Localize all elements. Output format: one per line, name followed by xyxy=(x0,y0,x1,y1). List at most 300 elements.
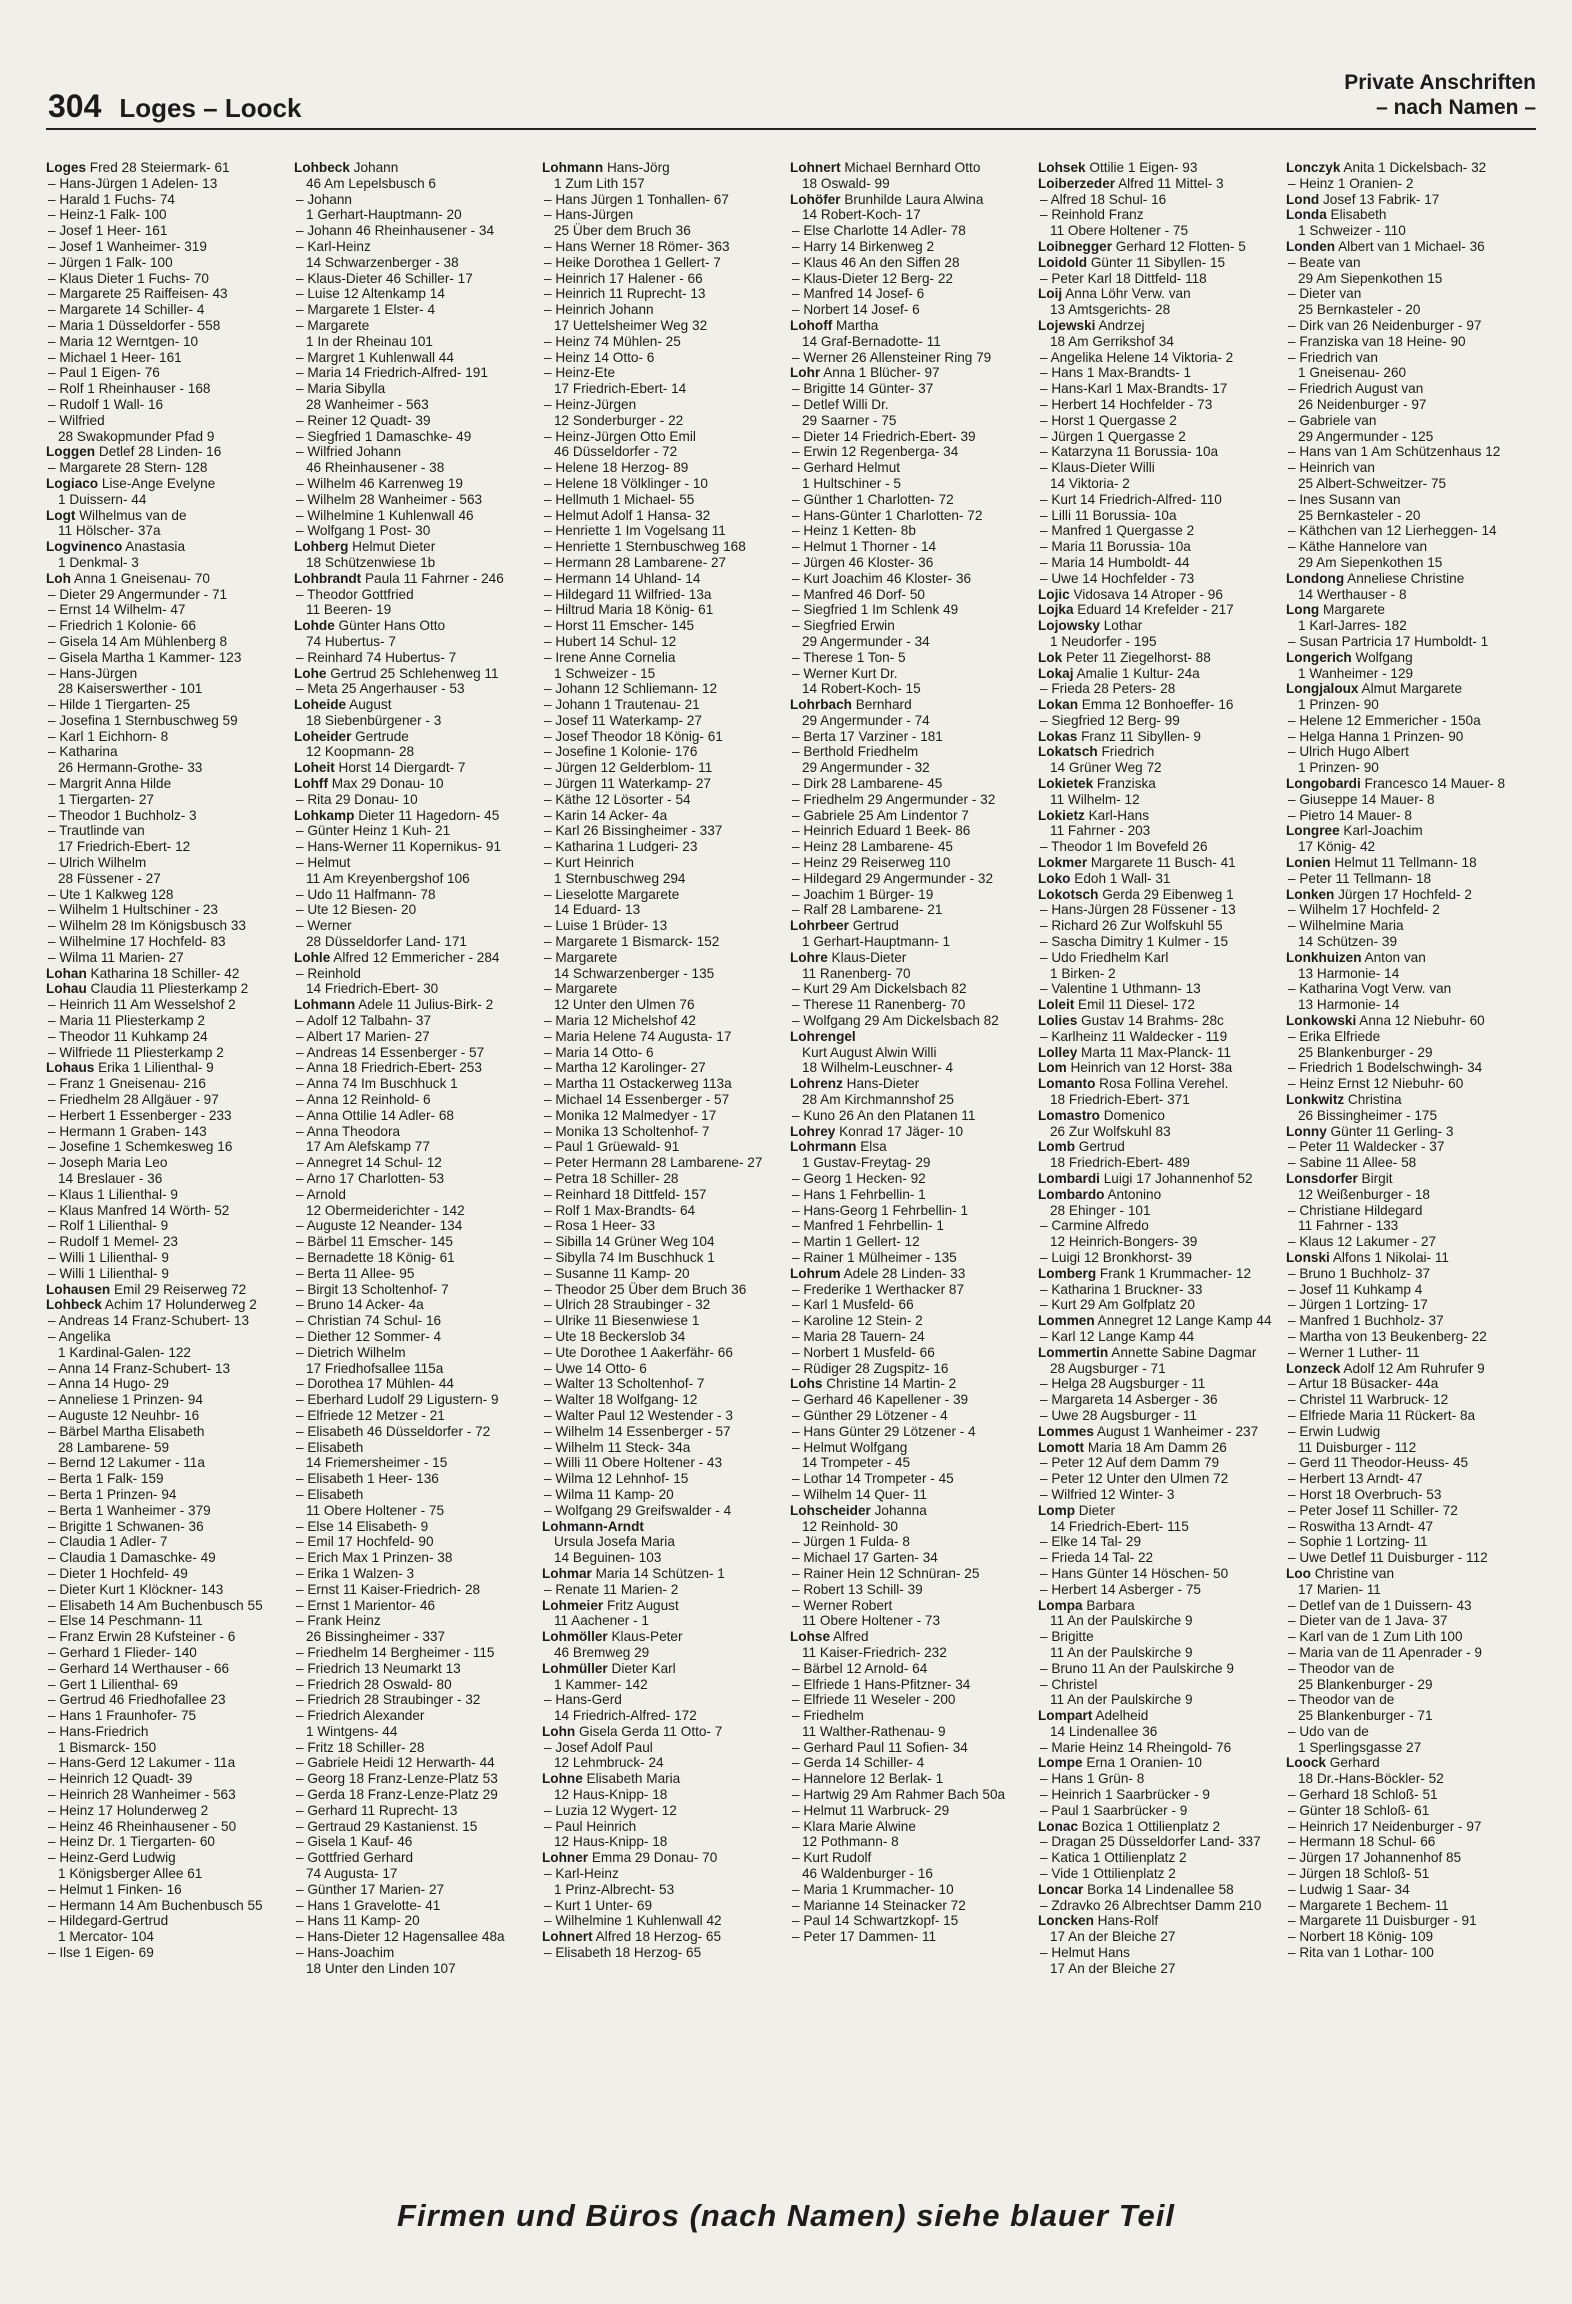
directory-entry xyxy=(294,713,538,729)
directory-entry xyxy=(542,1218,786,1234)
entry-text: – Hans 11 Kamp- 20 xyxy=(296,1913,420,1929)
entry-text: – Udo van de xyxy=(1288,1723,1369,1739)
entry-text: – Paul 1 Grüewald- 91 xyxy=(544,1139,680,1155)
directory-entry xyxy=(1038,1471,1282,1487)
directory-entry xyxy=(294,334,538,350)
entry-text: – Hans 1 Gravelotte- 41 xyxy=(296,1897,441,1913)
entry-text: – Diether 12 Sommer- 4 xyxy=(296,1328,442,1344)
directory-entry xyxy=(1038,1755,1282,1771)
surname: Lohmann xyxy=(542,160,604,175)
directory-entry xyxy=(542,697,786,713)
entry-text: 26 Neidenburger - 97 xyxy=(1298,396,1427,412)
directory-entry xyxy=(294,808,538,824)
directory-entry xyxy=(542,918,786,934)
entry-text: 28 Ehinger - 101 xyxy=(1050,1202,1151,1218)
entry-text: Gerhard 12 Flotten- 5 xyxy=(1112,238,1246,254)
entry-text: – Ulrich Hugo Albert xyxy=(1288,744,1409,760)
entry-text: – Ulrike 11 Biesenwiese 1 xyxy=(544,1313,700,1329)
directory-entry xyxy=(1038,555,1282,571)
directory-entry xyxy=(542,555,786,571)
directory-entry xyxy=(294,444,538,460)
directory-entry xyxy=(542,1124,786,1140)
directory-entry xyxy=(790,666,1034,682)
entry-text: Elisabeth Maria xyxy=(582,1771,681,1787)
directory-entry xyxy=(790,887,1034,903)
directory-entry xyxy=(790,776,1034,792)
entry-text: 46 Düsseldorfer - 72 xyxy=(554,444,678,460)
directory-entry xyxy=(46,176,290,192)
directory-entry xyxy=(542,1155,786,1171)
directory-entry xyxy=(790,602,1034,618)
directory-entry xyxy=(790,413,1034,429)
entry-text: Domenico xyxy=(1099,1107,1165,1123)
surname: Lohrbeer xyxy=(790,918,849,934)
entry-text: Barbara xyxy=(1082,1597,1135,1613)
entry-text: – Wilfried Johann xyxy=(296,444,402,460)
entry-text: – Bernadette 18 König- 61 xyxy=(296,1249,455,1265)
directory-entry xyxy=(1038,681,1282,697)
entry-text: 28 Swakopmunder Pfad 9 xyxy=(58,428,215,444)
surname: Lom xyxy=(1038,1060,1067,1076)
entry-text: – Katharina xyxy=(48,744,118,760)
directory-entry xyxy=(542,255,786,271)
entry-text: – Gisela 14 Am Mühlenberg 8 xyxy=(48,633,228,649)
directory-entry xyxy=(542,271,786,287)
directory-entry xyxy=(542,1819,786,1835)
directory-entry xyxy=(790,1060,1034,1076)
entry-text: – Walter Paul 12 Westender - 3 xyxy=(544,1407,733,1423)
directory-entry xyxy=(542,1455,786,1471)
entry-text: – Eberhard Ludolf 29 Ligustern- 9 xyxy=(296,1392,499,1408)
entry-text: Heinrich van 12 Horst- 38a xyxy=(1066,1060,1233,1076)
entry-text: – Hans-Gerd 12 Lakumer - 11a xyxy=(48,1755,236,1771)
directory-entry xyxy=(294,776,538,792)
entry-text: – Harry 14 Birkenweg 2 xyxy=(792,238,935,254)
directory-entry xyxy=(790,318,1034,334)
directory-column xyxy=(294,160,542,2180)
directory-entry xyxy=(542,713,786,729)
directory-entry xyxy=(542,429,786,445)
directory-entry xyxy=(294,681,538,697)
entry-text: – Harald 1 Fuchs- 74 xyxy=(48,191,175,207)
directory-entry xyxy=(1038,1787,1282,1803)
entry-text: Dieter xyxy=(1075,1502,1116,1518)
directory-entry xyxy=(542,966,786,982)
entry-text: – Kurt 29 Am Dickelsbach 82 xyxy=(792,981,967,997)
directory-entry xyxy=(1038,1913,1282,1929)
directory-entry xyxy=(790,1408,1034,1424)
directory-entry xyxy=(294,950,538,966)
entry-text: – Sibylla 74 Im Buschhuck 1 xyxy=(544,1249,715,1265)
entry-text: – Ludwig 1 Saar- 34 xyxy=(1288,1881,1410,1897)
entry-text: 1 Gneisenau- 260 xyxy=(1298,365,1407,381)
entry-text: Katharina 18 Schiller- 42 xyxy=(86,965,240,981)
entry-text: – Klaus-Dieter 12 Berg- 22 xyxy=(792,270,953,286)
directory-entry xyxy=(1286,1029,1530,1045)
entry-text: – Udo Friedhelm Karl xyxy=(1040,949,1169,965)
directory-entry xyxy=(46,1218,290,1234)
directory-entry xyxy=(542,1787,786,1803)
directory-entry xyxy=(790,334,1034,350)
directory-entry xyxy=(1286,966,1530,982)
directory-entry xyxy=(46,681,290,697)
directory-entry xyxy=(294,1282,538,1298)
directory-entry xyxy=(790,1503,1034,1519)
surname: Lohscheider xyxy=(790,1502,871,1518)
entry-text: – Werner xyxy=(296,918,352,934)
entry-text: Martha xyxy=(832,317,879,333)
entry-text: Christine 14 Martin- 2 xyxy=(822,1376,957,1392)
directory-entry xyxy=(1038,571,1282,587)
directory-entry xyxy=(294,192,538,208)
entry-text: – Helmut Adolf 1 Hansa- 32 xyxy=(544,507,711,523)
directory-entry xyxy=(1038,1582,1282,1598)
directory-entry xyxy=(294,871,538,887)
entry-text: – Wolfgang 29 Am Dickelsbach 82 xyxy=(792,1013,999,1029)
entry-text: – Therese 1 Ton- 5 xyxy=(792,649,906,665)
surname: Lombardo xyxy=(1038,1186,1105,1202)
surname: Lohse xyxy=(790,1629,831,1645)
entry-text: – Luzia 12 Wygert- 12 xyxy=(544,1802,677,1818)
entry-text: Adele 11 Julius-Birk- 2 xyxy=(355,997,494,1013)
directory-entry xyxy=(294,1471,538,1487)
directory-entry xyxy=(542,223,786,239)
directory-entry xyxy=(294,1266,538,1282)
directory-entry xyxy=(46,871,290,887)
directory-entry xyxy=(542,1582,786,1598)
directory-entry xyxy=(46,1519,290,1535)
entry-text: – Heinrich 12 Quadt- 39 xyxy=(48,1771,193,1787)
directory-entry xyxy=(542,666,786,682)
directory-entry xyxy=(1038,334,1282,350)
entry-text: – Jürgen 11 Waterkamp- 27 xyxy=(544,776,711,792)
entry-text: – Walter 18 Wolfgang- 12 xyxy=(544,1392,698,1408)
directory-entry xyxy=(790,1424,1034,1440)
entry-text: – Margret 1 Kuhlenwall 44 xyxy=(296,349,454,365)
directory-entry xyxy=(294,397,538,413)
directory-entry xyxy=(542,997,786,1013)
entry-text: 11 Obere Holtener - 73 xyxy=(802,1613,941,1629)
directory-entry xyxy=(1038,1013,1282,1029)
entry-text: – Maria 14 Otto- 6 xyxy=(544,1044,654,1060)
directory-entry xyxy=(1286,997,1530,1013)
entry-text: 26 Bissingheimer - 337 xyxy=(306,1629,446,1645)
entry-text: 17 Friedhofsallee 115a xyxy=(306,1360,444,1376)
entry-text: – Sascha Dimitry 1 Kulmer - 15 xyxy=(1040,934,1229,950)
directory-entry xyxy=(294,1613,538,1629)
directory-entry xyxy=(294,1029,538,1045)
directory-entry xyxy=(790,650,1034,666)
surname: Lohne xyxy=(542,1771,583,1787)
directory-entry xyxy=(790,271,1034,287)
entry-text: – Joseph Maria Leo xyxy=(48,1155,168,1171)
entry-text: 12 Haus-Knipp- 18 xyxy=(554,1787,668,1803)
directory-entry xyxy=(46,1913,290,1929)
directory-entry xyxy=(46,1108,290,1124)
entry-text: – Angelika xyxy=(48,1328,111,1344)
surname: Lomberg xyxy=(1038,1265,1097,1281)
surname: Lonsdorfer xyxy=(1286,1171,1358,1186)
entry-text: Vidosava 14 Atroper - 96 xyxy=(1069,586,1223,602)
directory-entry xyxy=(1286,1677,1530,1693)
directory-entry xyxy=(1038,602,1282,618)
directory-entry xyxy=(46,1139,290,1155)
entry-text: – Monika 12 Malmedyer - 17 xyxy=(544,1107,717,1123)
directory-entry xyxy=(542,681,786,697)
entry-text: – Hans-Georg 1 Fehrbellin- 1 xyxy=(792,1202,969,1218)
entry-text: – Marianne 14 Steinacker 72 xyxy=(792,1897,966,1913)
directory-entry xyxy=(294,1139,538,1155)
directory-entry xyxy=(1038,839,1282,855)
directory-entry xyxy=(542,587,786,603)
entry-text: – Peter 12 Auf dem Damm 79 xyxy=(1040,1455,1220,1471)
directory-entry xyxy=(542,1550,786,1566)
entry-text: – Maria 11 Pliesterkamp 2 xyxy=(48,1013,205,1029)
directory-entry xyxy=(542,1945,786,1961)
directory-entry xyxy=(294,1898,538,1914)
entry-text: – Valentine 1 Uthmann- 13 xyxy=(1040,981,1201,997)
entry-text: Gertrud xyxy=(848,918,899,934)
entry-text: – Giuseppe 14 Mauer- 8 xyxy=(1288,791,1435,807)
directory-entry xyxy=(1286,239,1530,255)
entry-text: Anastasia xyxy=(122,539,186,555)
entry-text: – Heinrich 17 Halener - 66 xyxy=(544,270,703,286)
entry-text: – Karin 14 Acker- 4a xyxy=(544,807,668,823)
directory-entry xyxy=(294,1834,538,1850)
entry-text: – Elfriede 11 Weseler - 200 xyxy=(792,1692,956,1708)
entry-text: – Johann 1 Trautenau- 21 xyxy=(544,697,700,713)
entry-text: – Wilma 12 Lehnhof- 15 xyxy=(544,1471,689,1487)
directory-entry xyxy=(542,1613,786,1629)
directory-entry xyxy=(46,1392,290,1408)
directory-entry xyxy=(1038,650,1282,666)
entry-text: Gerda 29 Eibenweg 1 xyxy=(1098,886,1234,902)
directory-entry xyxy=(1038,1819,1282,1835)
entry-text: – Käthe 12 Lösorter - 54 xyxy=(544,791,691,807)
directory-entry xyxy=(1038,160,1282,176)
entry-text: – Gert 1 Lilienthal- 69 xyxy=(48,1676,178,1692)
directory-entry xyxy=(1286,444,1530,460)
entry-text: Ottilie 1 Eigen- 93 xyxy=(1085,160,1198,175)
directory-entry xyxy=(46,350,290,366)
entry-text: – Jürgen 1 Fulda- 8 xyxy=(792,1534,910,1550)
entry-text: Bernhard xyxy=(851,697,912,713)
surname: Logvinenco xyxy=(46,539,123,555)
entry-text: Gertrude xyxy=(351,728,409,744)
entry-text: Marta 11 Max-Planck- 11 xyxy=(1077,1044,1231,1060)
entry-text: – Erwin Ludwig xyxy=(1288,1423,1381,1439)
entry-text: – Theodor van de xyxy=(1288,1692,1395,1708)
directory-entry xyxy=(46,1076,290,1092)
entry-text: – Reinhard 18 Dittfeld- 157 xyxy=(544,1186,707,1202)
directory-entry xyxy=(790,1550,1034,1566)
entry-text: – Kurt 14 Friedrich-Alfred- 110 xyxy=(1040,491,1222,507)
entry-text: – Roswitha 13 Arndt- 47 xyxy=(1288,1518,1434,1534)
entry-text: – Katica 1 Ottilienplatz 2 xyxy=(1040,1850,1187,1866)
directory-entry xyxy=(542,1898,786,1914)
entry-text: – Maria van de 11 Apenrader - 9 xyxy=(1288,1644,1482,1660)
directory-entry xyxy=(46,492,290,508)
entry-text: – Joachim 1 Bürger- 19 xyxy=(792,886,934,902)
entry-text: 12 Weißenburger - 18 xyxy=(1298,1186,1430,1202)
directory-entry xyxy=(790,1171,1034,1187)
entry-text: – Friedrich Alexander xyxy=(296,1708,425,1724)
entry-text: – Gerhard 1 Flieder- 140 xyxy=(48,1644,197,1660)
directory-entry xyxy=(1038,1661,1282,1677)
directory-entry xyxy=(1038,1945,1282,1961)
entry-text: 12 Heinrich-Bongers- 39 xyxy=(1050,1234,1198,1250)
directory-entry xyxy=(46,1661,290,1677)
directory-entry xyxy=(790,1440,1034,1456)
entry-text: Luigi 17 Johannenhof 52 xyxy=(1099,1171,1253,1186)
entry-text: – Hermann 1 Graben- 143 xyxy=(48,1123,207,1139)
entry-text: – Herbert 1 Essenberger - 233 xyxy=(48,1107,232,1123)
directory-entry xyxy=(46,887,290,903)
entry-text: – Theodor Gottfried xyxy=(296,586,414,602)
entry-text: – Erich Max 1 Prinzen- 38 xyxy=(296,1550,453,1566)
entry-text: – Manfred 1 Quergasse 2 xyxy=(1040,523,1195,539)
directory-entry xyxy=(790,744,1034,760)
entry-text: – Werner Robert xyxy=(792,1597,893,1613)
directory-entry xyxy=(46,666,290,682)
entry-text: – Karl 1 Eichhorn- 8 xyxy=(48,728,169,744)
entry-text: 29 Angermunder - 32 xyxy=(802,760,930,776)
entry-text: Lothar xyxy=(1099,618,1143,634)
directory-entry xyxy=(46,476,290,492)
directory-entry xyxy=(542,1471,786,1487)
entry-text: – Helmut xyxy=(296,855,351,871)
entry-text: Adele 28 Linden- 33 xyxy=(840,1265,966,1281)
entry-text: – Michael 14 Essenberger - 57 xyxy=(544,1092,730,1108)
directory-entry xyxy=(294,1819,538,1835)
entry-text: – Berta 1 Prinzen- 94 xyxy=(48,1486,177,1502)
header-rule xyxy=(46,128,1536,130)
directory-entry xyxy=(294,1408,538,1424)
entry-text: Margarete xyxy=(1319,602,1385,618)
entry-text: Maria 14 Schützen- 1 xyxy=(591,1565,725,1581)
directory-entry xyxy=(1038,381,1282,397)
entry-text: Helmut Dieter xyxy=(348,539,436,555)
surname: Lonkowski xyxy=(1286,1013,1357,1029)
directory-entry xyxy=(542,1503,786,1519)
entry-text: 1 Karl-Jarres- 182 xyxy=(1298,618,1407,634)
entry-text: 29 Angermunder - 125 xyxy=(1298,428,1434,444)
entry-text: – Josef Adolf Paul xyxy=(544,1739,653,1755)
directory-entry xyxy=(294,1440,538,1456)
entry-text: – Norbert 14 Josef- 6 xyxy=(792,302,920,318)
surname: Loock xyxy=(1286,1755,1327,1771)
entry-text: – Friedrich 1 Bodelschwingh- 34 xyxy=(1288,1060,1483,1076)
directory-entry xyxy=(790,760,1034,776)
page-header-right xyxy=(1344,70,1536,120)
entry-text: Francesco 14 Mauer- 8 xyxy=(1360,776,1506,792)
directory-entry xyxy=(46,1297,290,1313)
entry-text: – Wolfgang 29 Greifswalder - 4 xyxy=(544,1502,732,1518)
entry-text: 25 Blankenburger - 29 xyxy=(1298,1676,1433,1692)
surname: Lompart xyxy=(1038,1708,1093,1724)
directory-entry xyxy=(294,1234,538,1250)
entry-text: – Brigitte 1 Schwanen- 36 xyxy=(48,1518,204,1534)
directory-entry xyxy=(1038,1124,1282,1140)
directory-entry xyxy=(790,1708,1034,1724)
entry-text: – Brigitte xyxy=(1040,1629,1094,1645)
surname: Lohrengel xyxy=(790,1028,856,1044)
directory-entry xyxy=(294,1297,538,1313)
entry-text: – Johann 12 Schliemann- 12 xyxy=(544,681,718,697)
directory-entry xyxy=(1038,855,1282,871)
surname: Londen xyxy=(1286,238,1336,254)
entry-text: – Gabriele 25 Am Lindentor 7 xyxy=(792,807,969,823)
directory-entry xyxy=(1286,1582,1530,1598)
directory-entry xyxy=(1286,1740,1530,1756)
surname: Lohkamp xyxy=(294,807,355,823)
directory-entry xyxy=(542,1092,786,1108)
entry-text: – Peter Josef 11 Schiller- 72 xyxy=(1288,1502,1458,1518)
entry-text: – Margarete 14 Schiller- 4 xyxy=(48,302,205,318)
entry-text: – Hiltrud Maria 18 König- 61 xyxy=(544,602,714,618)
directory-entry xyxy=(790,1092,1034,1108)
entry-text: – Helene 18 Herzog- 89 xyxy=(544,460,689,476)
directory-entry xyxy=(1286,523,1530,539)
entry-text: – Margarete 1 Bismarck- 152 xyxy=(544,934,720,950)
entry-text: 46 Waldenburger - 16 xyxy=(802,1866,933,1882)
surname: Loleit xyxy=(1038,997,1075,1013)
directory-entry xyxy=(46,1234,290,1250)
entry-text: – Hans van 1 Am Schützenhaus 12 xyxy=(1288,444,1501,460)
entry-text: – Gerhard 46 Kapellener - 39 xyxy=(792,1392,969,1408)
directory-entry xyxy=(790,1566,1034,1582)
directory-entry xyxy=(790,302,1034,318)
surname: Lohff xyxy=(294,776,328,792)
entry-text: – Dirk 28 Lambarene- 45 xyxy=(792,776,943,792)
entry-text: 25 Albert-Schweitzer- 75 xyxy=(1298,475,1447,491)
directory-entry xyxy=(46,1045,290,1061)
entry-text: – Heinrich van xyxy=(1288,460,1375,476)
directory-entry xyxy=(542,1234,786,1250)
entry-text: – Hans-Jürgen xyxy=(544,207,634,223)
entry-text: – Heinz 17 Holunderweg 2 xyxy=(48,1802,209,1818)
entry-text: – Ute Dorothee 1 Aakerfähr- 66 xyxy=(544,1344,733,1360)
directory-entry xyxy=(1286,1329,1530,1345)
surname: Lombardi xyxy=(1038,1171,1100,1186)
directory-entry xyxy=(790,192,1034,208)
entry-text: 11 Fahrner - 133 xyxy=(1298,1218,1399,1234)
entry-text: – Rüdiger 28 Zugspitz- 16 xyxy=(792,1360,949,1376)
directory-entry xyxy=(46,1582,290,1598)
entry-text: – Werner 1 Luther- 11 xyxy=(1288,1344,1420,1360)
directory-entry xyxy=(542,855,786,871)
directory-entry xyxy=(294,1092,538,1108)
directory-entry xyxy=(1286,902,1530,918)
directory-entry xyxy=(1286,476,1530,492)
entry-text: – Helene 18 Völklinger - 10 xyxy=(544,475,708,491)
entry-text: – Rudolf 1 Memel- 23 xyxy=(48,1234,178,1250)
directory-entry xyxy=(1038,1250,1282,1266)
entry-text: – Helga Hanna 1 Prinzen- 90 xyxy=(1288,728,1464,744)
entry-text: – Maria Sibylla xyxy=(296,381,386,397)
directory-entry xyxy=(46,239,290,255)
entry-text: – Siegfried 12 Berg- 99 xyxy=(1040,712,1180,728)
entry-text: – Heinz-Jürgen xyxy=(544,396,637,412)
directory-entry xyxy=(790,1803,1034,1819)
directory-entry xyxy=(1038,1455,1282,1471)
directory-entry xyxy=(1038,1677,1282,1693)
directory-entry xyxy=(790,523,1034,539)
entry-text: 14 Eduard- 13 xyxy=(554,902,641,918)
entry-text: – Manfred 1 Buchholz- 37 xyxy=(1288,1313,1444,1329)
directory-entry xyxy=(46,1645,290,1661)
entry-text: August 1 Wanheimer - 237 xyxy=(1093,1423,1259,1439)
